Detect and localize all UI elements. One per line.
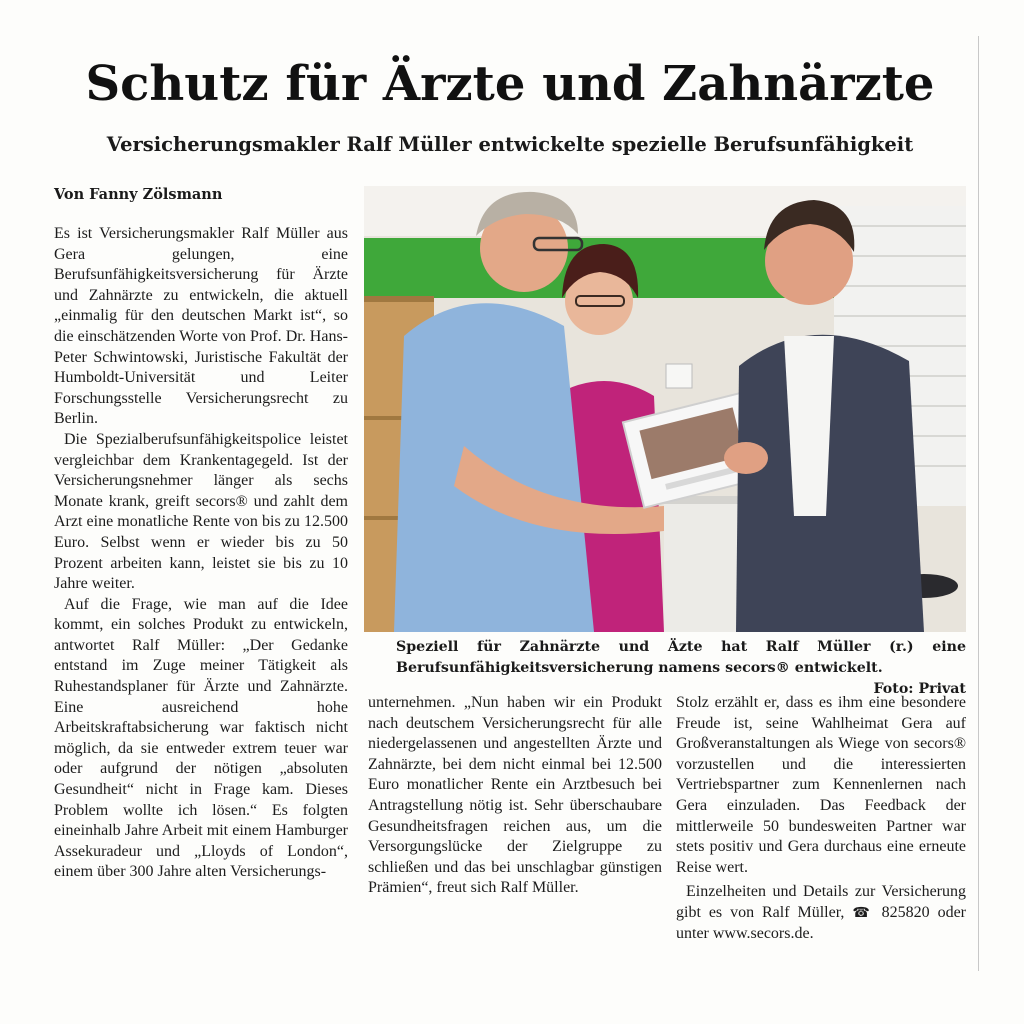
article-photo: [364, 186, 966, 632]
photo-icon: [364, 186, 966, 632]
column-rule: [978, 36, 979, 971]
phone-icon: ☎: [852, 904, 874, 921]
photo-credit: Foto: Privat: [873, 681, 966, 697]
caption-text: Speziell für Zahnärzte und Äzte hat Ralf Müller (r.) eine Berufsunfähigkeitsversicherung namens secors® entwickelt.: [396, 639, 966, 676]
contact-text: Einzelheiten und Details zur Versicherung gibt es von Ralf Müller,: [676, 883, 966, 921]
paragraph: Die Spezialberufsunfähigkeitspolice leistet vergleichbar dem Krankentagegeld. Ist der Versicherungsnehmer länger als sechs Monate krank, greift secors® und zahlt dem Arzt eine monatliche Rente von bis zu 12.500 Euro. Selbst wenn er wieder bis zu 50 Prozent arbeiten kann, leistet sie bis zu 10 Jahre weiter.: [54, 430, 348, 593]
paragraph: Es ist Versicherungsmakler Ralf Müller aus Gera gelungen, eine Berufsunfähigkeitsversicherung für Ärzte und Zahnärzte zu entwickeln, die aktuell „einmalig für den deutschen Markt ist“, so die einschätzenden Worte von Prof. Dr. Hans-Peter Schwintowski, Juristische Fakultät der Humboldt-Universität und Leiter Forschungsstelle Versicherungsrecht zu Berlin.: [54, 225, 348, 428]
paragraph: Stolz erzählt er, dass es ihm eine besondere Freude ist, seine Wahlheimat Gera auf Großveranstaltungen als Wiege von secors® vorzustellen und die interessierten Vertriebspartner zum Kennenlernen nach Gera einzuladen. Das Feedback der mittlerweile 50 bundesweiten Partner war stets positiv und Gera durchaus eine erneute Reise wert.: [676, 694, 966, 876]
paragraph: Auf die Frage, wie man auf die Idee kommt, ein solches Produkt zu entwickeln, antwortet Ralf Müller: „Der Gedanke entstand im Zuge meiner Tätigkeit als Ruhestandsplaner für Ärzte und Zahnärzte. Eine ausreichend hohe Arbeitskraftabsicherung war faktisch nicht möglich, da sie entweder extrem teuer war oder aufgrund der nötigen „absoluten Gesundheit“ nicht in Frage kam. Dieses Problem wollte ich lösen.“ Es folgten eineinhalb Jahre Arbeit mit einem Hamburger Assekuradeur und „Lloyds of London“, einem über 300 Jahre alten Versicherungs-: [54, 595, 348, 881]
paragraph: unternehmen. „Nun haben wir ein Produkt nach deutschem Versicherungsrecht für alle niedergelassenen und angestellten Ärzte und Zahnärzte, bei dem nicht einmal bei 12.500 Euro monatlicher Rente ein Arztbesuch bei Antragstellung nötig ist. Sehr überschaubare Gesundheitsfragen reichen aus, um die Versorgungslücke der Zielgruppe zu schließen und das bei unschlagbar günstigen Prämien“, freut sich Ralf Müller.: [368, 694, 662, 897]
subheadline: Versicherungsmakler Ralf Müller entwickelte spezielle Berufsunfähigkeit: [106, 133, 914, 156]
article-column-1: [54, 224, 348, 883]
contact-details: 825820 oder unter www.secors.de.: [676, 903, 966, 942]
article-column-3: [676, 693, 966, 944]
headline: Schutz für Ärzte und Zahnärzte: [85, 56, 935, 112]
photo-caption: [396, 637, 966, 700]
article-column-2: [368, 693, 662, 899]
byline: Von Fanny Zölsmann: [54, 186, 223, 203]
contact-paragraph: [676, 882, 966, 944]
